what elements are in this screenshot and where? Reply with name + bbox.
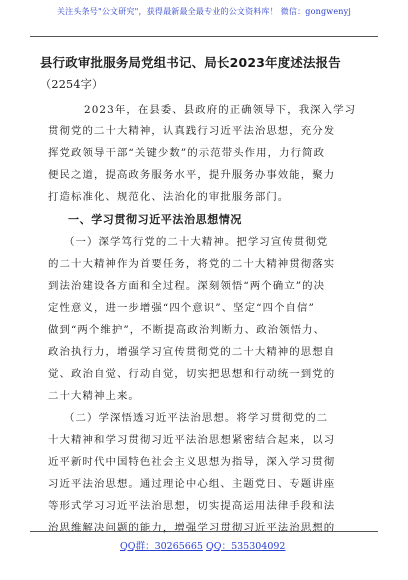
paragraph-line: （一）深学笃行党的二十大精神。把学习宣传贯彻党	[64, 236, 329, 248]
paragraph-line: 政治执行力，增强学习宣传贯彻党的二十大精神的思想自	[48, 346, 336, 358]
paragraph-line: （二）学深悟透习近平法治思想。将学习贯彻党的二	[64, 412, 329, 424]
paragraph-line: 到法治建设各方面和全过程。深刻领悟“两个确立”的决	[48, 280, 326, 292]
paragraph-line: 贯彻党的二十大精神，认真践行习近平法治思想，充分发	[48, 125, 336, 137]
paragraph-line: 觉、政治自觉、行动自觉，切实把思想和行动统一到党的	[48, 368, 336, 380]
paragraph-line: 习近平法治思想。通过理论中心组、主题党日、专题讲座	[48, 478, 336, 490]
paragraph-line: 做到“两个维护”，不断提高政治判断力、政治领悟力、	[48, 324, 326, 336]
section-heading: 一、学习贯彻习近平法治思想情况	[68, 213, 242, 226]
header-rule	[30, 36, 378, 37]
paragraph-line: 打造标准化、规范化、法治化的审批服务部门。	[48, 191, 290, 203]
paragraph-line: 二十大精神上来。	[48, 390, 140, 402]
paragraph-line: 定性意义，进一步增强“四个意识”、坚定“四个自信”	[48, 302, 315, 314]
footer-qq-group-link[interactable]: QQ群：30265665	[120, 541, 203, 552]
paragraph-line: 十大精神和学习贯彻习近平法治思想紧密结合起来，以习	[48, 434, 336, 446]
paragraph-line: 2023年，在县委、县政府的正确领导下，我深入学习	[84, 104, 357, 116]
footer-qq-link[interactable]: QQ：535304092	[206, 541, 286, 552]
footer-rule	[30, 531, 378, 532]
paragraph-line: 挥党政领导干部“关键少数”的示范带头作用，力行简政	[48, 147, 326, 159]
paragraph-line: 近平新时代中国特色社会主义思想为指导，深入学习贯彻	[48, 456, 336, 468]
paragraph-line: 便民之道，提高政务服务水平，提升服务办事效能，聚力	[48, 169, 336, 181]
document-title: 县行政审批服务局党组书记、局长2023年度述法报告	[40, 55, 341, 70]
document-word-count: （2254字）	[40, 78, 104, 91]
paragraph-line: 的二十大精神作为首要任务，将党的二十大精神贯彻落实	[48, 258, 336, 270]
paragraph-line: 治思维解决问题的能力，增强学习贯彻习近平法治思想的	[48, 522, 336, 534]
paragraph-line: 等形式学习习近平法治思想，切实提高运用法律手段和法	[48, 500, 336, 512]
header-banner: 关注头条号"公文研究"，获得最新最全最专业的公文资料库！ 微信：gongwenyj	[56, 7, 352, 16]
